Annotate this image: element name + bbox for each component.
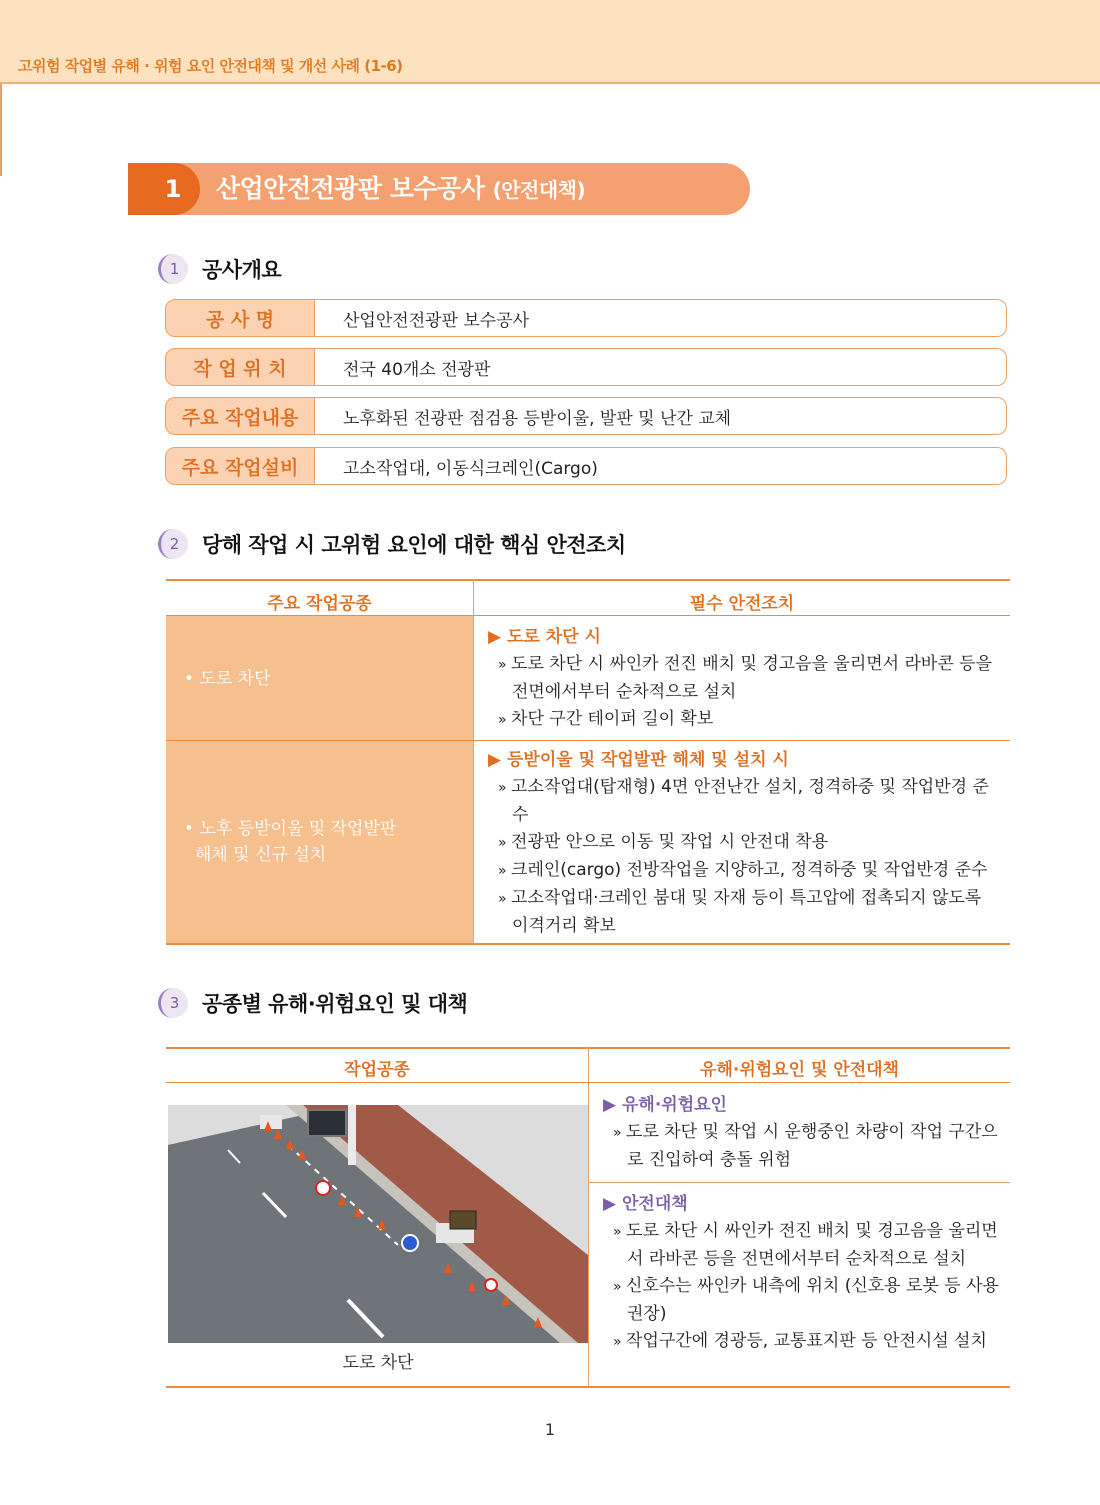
- overview-label: 공 사 명: [165, 299, 315, 337]
- overview-label: 작 업 위 치: [165, 348, 315, 386]
- overview-row: [165, 348, 1007, 386]
- measure-heading: ▶ 등받이울 및 작업발판 해체 및 설치 시: [488, 750, 789, 770]
- road-closure-illustration: [168, 1105, 588, 1343]
- subsection-number: 2: [158, 529, 188, 559]
- image-caption: 도로 차단: [342, 1353, 414, 1373]
- measure-item: » 도로 차단 시 싸인카 전진 배치 및 경고음을 울리면서 라바콘 등을 전면에서부터 순차적으로 설치: [488, 651, 1003, 706]
- overview-value: 산업안전전광판 보수공사: [315, 299, 1007, 337]
- measure-item: » 전광판 안으로 이동 및 작업 시 안전대 착용: [488, 829, 1003, 857]
- section-title-suffix: (안전대책): [492, 178, 586, 202]
- measure-cell: [488, 747, 1003, 940]
- section-number: 1: [164, 175, 182, 203]
- table-column-rule: [473, 579, 474, 944]
- table-header: 작업공종: [344, 1060, 410, 1080]
- table-header: 주요 작업공종: [267, 594, 372, 614]
- measure-cell: [603, 1191, 1003, 1356]
- work-label: 해체 및 신규 설치: [195, 845, 327, 865]
- page-number: 1: [544, 1420, 556, 1439]
- measure-item: » 차단 구간 테이퍼 길이 확보: [488, 706, 1003, 734]
- measure-cell: [488, 624, 1003, 734]
- risk-item: » 도로 차단 및 작업 시 운행중인 차량이 작업 구간으로 진입하여 충돌 위험: [603, 1119, 1003, 1174]
- road-closure-image: [168, 1105, 588, 1343]
- overview-value: 노후화된 전광판 점검용 등받이울, 발판 및 난간 교체: [315, 397, 1007, 435]
- work-cell: [166, 616, 473, 740]
- table-bottom-rule: [166, 943, 1010, 945]
- table-top-rule: [166, 579, 1010, 581]
- table-header: 유해·위험요인 및 안전대책: [700, 1060, 899, 1080]
- subsection-title: 당해 작업 시 고위험 요인에 대한 핵심 안전조치: [202, 533, 626, 557]
- measure-item: » 고소작업대·크레인 붐대 및 자재 등이 특고압에 접촉되지 않도록 이격거리 확보: [488, 885, 1003, 940]
- measure-item: » 작업구간에 경광등, 교통표지판 등 안전시설 설치: [603, 1328, 1003, 1356]
- measure-heading: ▶ 도로 차단 시: [488, 627, 601, 647]
- measure-heading: ▶ 안전대책: [603, 1194, 688, 1214]
- measure-item: » 크레인(cargo) 전방작업을 지양하고, 정격하중 및 작업반경 준수: [488, 857, 1003, 885]
- risk-cell: [603, 1092, 1003, 1174]
- overview-value: 고소작업대, 이동식크레인(Cargo): [315, 447, 1007, 485]
- subsection-title: 공사개요: [202, 258, 282, 282]
- subsection-number: 3: [158, 988, 188, 1018]
- risk-heading: ▶ 유해·위험요인: [603, 1095, 727, 1115]
- table-header: 필수 안전조치: [689, 594, 795, 614]
- table-column-rule: [588, 1047, 589, 1387]
- overview-label: 주요 작업내용: [165, 397, 315, 435]
- subsection-title: 공종별 유해·위험요인 및 대책: [202, 992, 468, 1016]
- measure-item: » 고소작업대(탑재형) 4면 안전난간 설치, 정격하중 및 작업반경 준수: [488, 774, 1003, 829]
- measure-item: » 신호수는 싸인카 내측에 위치 (신호용 로봇 등 사용 권장): [603, 1273, 1003, 1328]
- overview-heading: [158, 254, 281, 284]
- work-label: • 도로 차단: [184, 669, 271, 689]
- key-measures-heading: [158, 529, 626, 559]
- overview-row: [165, 397, 1007, 435]
- measure-item: » 도로 차단 시 싸인카 전진 배치 및 경고음을 울리면서 라바콘 등을 전면에서부터 순차적으로 설치: [603, 1218, 1003, 1273]
- hazards-heading: [158, 988, 467, 1018]
- work-label: • 노후 등받이울 및 작업발판: [184, 819, 397, 839]
- overview-row: [165, 299, 1007, 337]
- margin-rule: [0, 84, 2, 176]
- overview-label: 주요 작업설비: [165, 447, 315, 485]
- work-cell: [166, 741, 473, 943]
- table-row-rule: [589, 1182, 1010, 1183]
- overview-value: 전국 40개소 전광판: [315, 348, 1007, 386]
- section-title: 산업안전전광판 보수공사 (안전대책): [216, 174, 586, 203]
- overview-row: [165, 447, 1007, 485]
- running-header: 고위험 작업별 유해 · 위험 요인 안전대책 및 개선 사례 (1-6): [18, 57, 403, 75]
- table-bottom-rule: [166, 1386, 1010, 1388]
- subsection-number: 1: [158, 254, 188, 284]
